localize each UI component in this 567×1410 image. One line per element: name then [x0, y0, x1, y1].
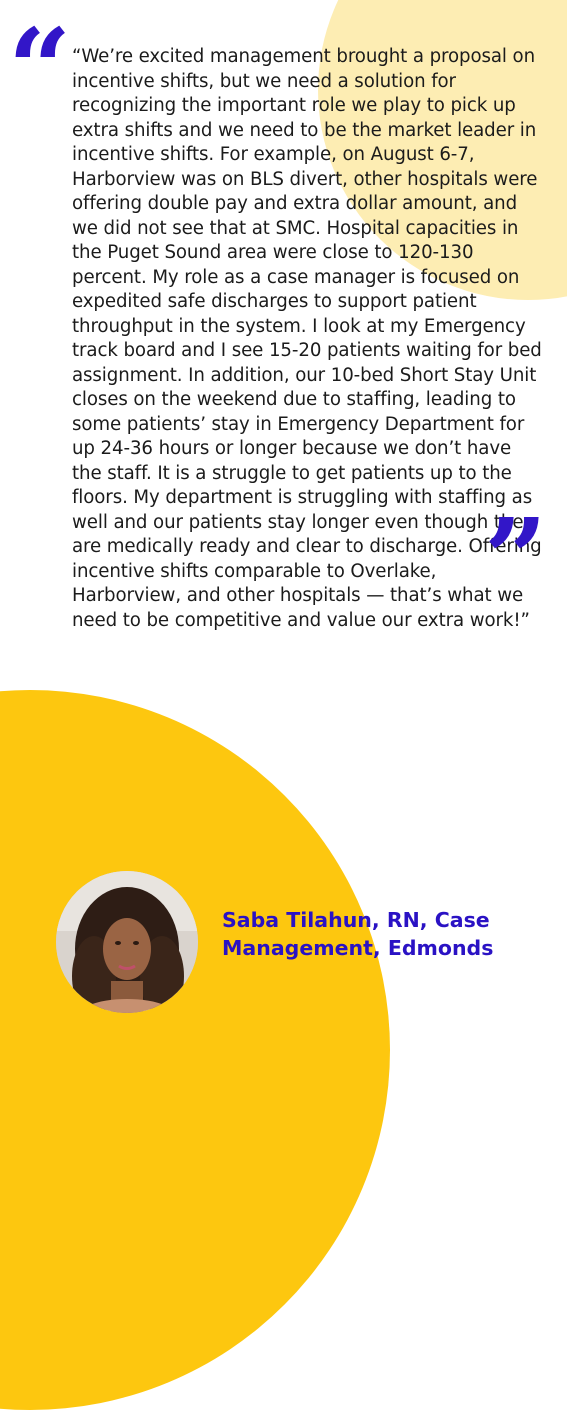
- open-quote-icon: “: [8, 4, 72, 133]
- avatar: [56, 871, 198, 1013]
- close-quote-icon: ”: [484, 494, 548, 623]
- portrait-photo: [56, 871, 198, 1013]
- quote-text: “We’re excited management brought a proposal on incentive shifts, but we need a solution for recognizing the important role we play to pick up extra shifts and we need to be the market leader in incentive shifts. For example, on August 6-7, Harborview was on BLS divert, other hospitals were offering double pay and extra dollar amount, and we did not see that at SMC. Hospital capacities in the Puget Sound area were close to 120-130 percent. My role as a case manager is focused on expedited safe discharges to support patient throughput in the system. I look at my Emergency track board and I see 15-20 patients waiting for bed assignment. In addition, our 10-bed Short Stay Unit closes on the weekend due to staffing, leading to some patients’ stay in Emergency Department for up 24-36 hours or longer because we don’t have the staff. It is a struggle to get patients up to the floors. My department is struggling with staffing as well and our patients stay longer even though they are medically ready and clear to discharge. Offering incentive shifts comparable to Overlake, Harborview, and other hospitals — that’s what we need to be competitive and value our extra work!”: [72, 46, 542, 631]
- background-circle-bottom: [0, 690, 390, 1410]
- attribution-name: Saba Tilahun, RN, Case Management, Edmonds: [222, 908, 494, 960]
